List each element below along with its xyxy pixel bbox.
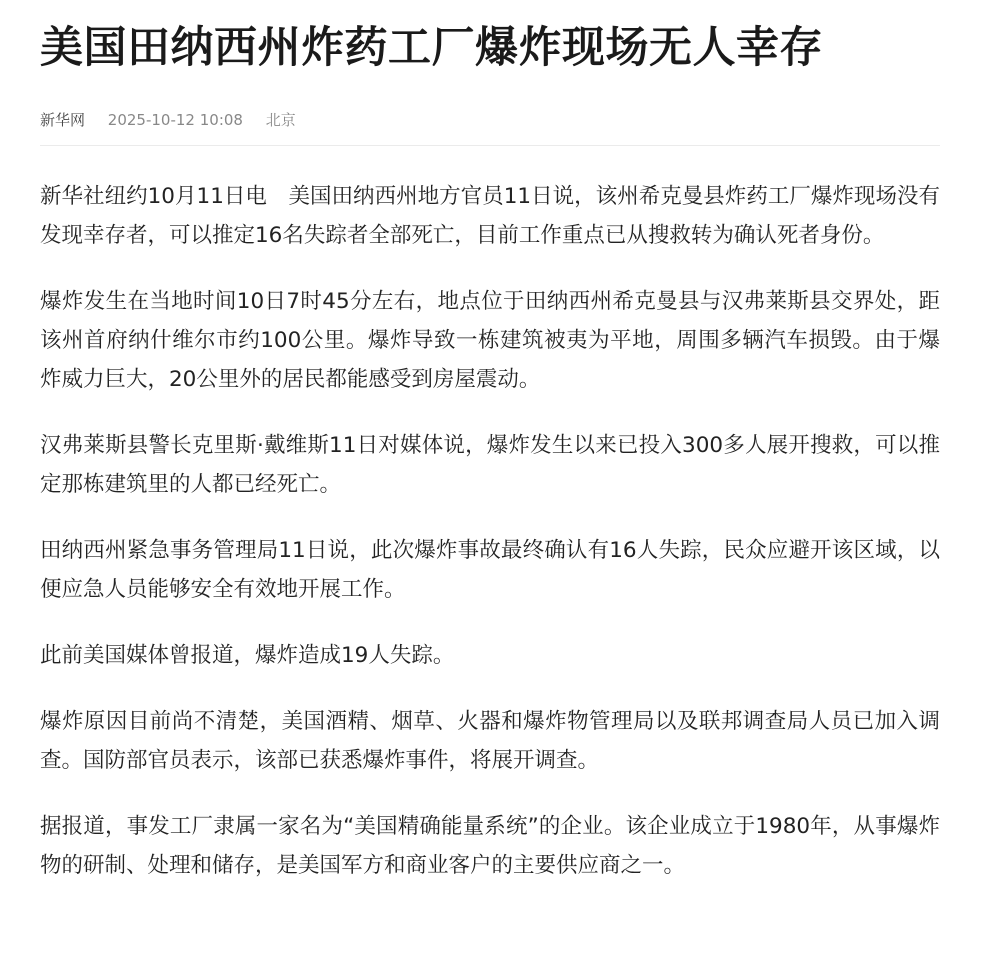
paragraph-1: 新华社纽约10月11日电 美国田纳西州地方官员11日说，该州希克曼县炸药工厂爆炸现场没有发现幸存者，可以推定16名失踪者全部死亡，目前工作重点已从搜救转为确认死者身份。 xyxy=(40,184,940,248)
article xyxy=(40,0,940,912)
meta-divider xyxy=(40,145,940,146)
paragraph-4: 田纳西州紧急事务管理局11日说，此次爆炸事故最终确认有16人失踪，民众应避开该区域，以便应急人员能够安全有效地开展工作。 xyxy=(40,538,940,602)
source-label[interactable]: 新华网 xyxy=(40,111,86,129)
paragraph-6: 爆炸原因目前尚不清楚，美国酒精、烟草、火器和爆炸物管理局以及联邦调查局人员已加入调查。国防部官员表示，该部已获悉爆炸事件，将展开调查。 xyxy=(40,709,940,773)
paragraph-2: 爆炸发生在当地时间10日7时45分左右，地点位于田纳西州希克曼县与汉弗莱斯县交界处，距该州首府纳什维尔市约100公里。爆炸导致一栋建筑被夷为平地，周围多辆汽车损毁。由于爆炸威力巨大，20公里外的居民都能感受到房屋震动。 xyxy=(40,289,940,392)
article-title: 美国田纳西州炸药工厂爆炸现场无人幸存 xyxy=(40,23,823,73)
paragraph-3: 汉弗莱斯县警长克里斯·戴维斯11日对媒体说，爆炸发生以来已投入300多人展开搜救，可以推定那栋建筑里的人都已经死亡。 xyxy=(40,433,940,497)
article-meta xyxy=(40,110,940,130)
paragraph-7: 据报道，事发工厂隶属一家名为“美国精确能量系统”的企业。该企业成立于1980年，从事爆炸物的研制、处理和储存，是美国军方和商业客户的主要供应商之一。 xyxy=(40,814,940,878)
dateline-location: 北京 xyxy=(265,111,296,129)
article-body xyxy=(40,177,940,885)
paragraph-5: 此前美国媒体曾报道，爆炸造成19人失踪。 xyxy=(40,643,455,668)
publish-datetime: 2025-10-12 10:08 xyxy=(107,111,243,129)
